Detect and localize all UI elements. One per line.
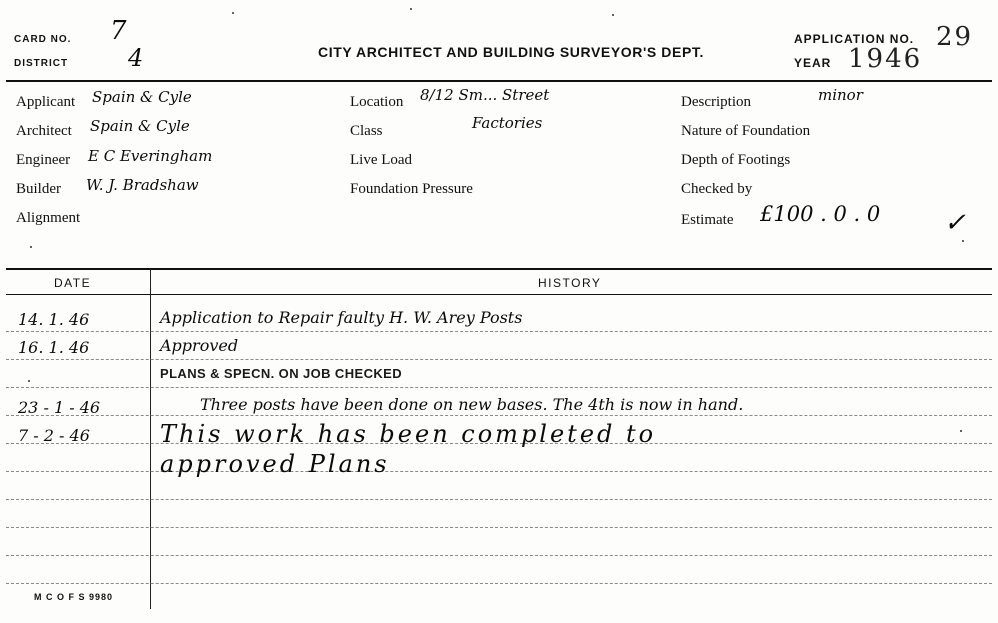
architect-value: Spain & Cyle [90,117,190,135]
description-value: minor [818,86,863,104]
ink-speck [962,240,964,242]
builder-value: W. J. Bradshaw [86,176,199,194]
history-column-header: HISTORY [538,276,602,290]
application-no-label: APPLICATION NO. [794,32,915,46]
alignment-label: Alignment [16,210,81,226]
foundation-pressure-label: Foundation Pressure [350,181,473,197]
estimate-value: £100 . 0 . 0 [760,202,881,226]
form-code: M C O F S 9980 [34,592,114,602]
description-label: Description [681,94,751,110]
history-entry: approved Plans [160,450,390,478]
engineer-value: E C Everingham [88,147,213,165]
card-no-value: 7 [110,16,127,46]
header-divider [6,80,992,82]
depth-footings-label: Depth of Footings [681,152,791,168]
ruled-line [6,415,992,416]
card-no-label: CARD NO. [14,34,72,45]
district-value: 4 [128,44,144,72]
date-column-divider [150,269,151,609]
ink-speck [410,8,412,10]
applicant-label: Applicant [16,94,76,110]
district-label: DISTRICT [14,58,69,69]
history-header-rule [6,294,992,295]
ruled-line [6,583,992,584]
history-date: 7 - 2 - 46 [18,426,90,445]
builder-label: Builder [16,181,61,197]
applicant-value: Spain & Cyle [92,88,192,106]
ink-speck [612,14,614,16]
location-value: 8/12 Sm... Street [420,86,550,104]
history-date: 14. 1. 46 [18,310,90,329]
ruled-line [6,387,992,388]
application-no-value: 29 [936,22,974,52]
dept-title: CITY ARCHITECT AND BUILDING SURVEYOR'S DEPT. [318,44,704,60]
year-value: 1946 [848,44,923,74]
architect-label: Architect [16,123,72,139]
ruled-line [6,471,992,472]
engineer-label: Engineer [16,152,71,168]
date-column-header: DATE [54,276,92,290]
history-top-rule [6,268,992,270]
location-label: Location [350,94,404,110]
ruled-line [6,331,992,332]
history-date: 23 - 1 - 46 [18,398,101,417]
ink-speck [232,12,234,14]
checked-by-label: Checked by [681,181,753,197]
ruled-line [6,555,992,556]
history-stamp: PLANS & SPECN. ON JOB CHECKED [160,366,403,381]
estimate-label: Estimate [681,212,734,228]
history-entry: Approved [160,336,239,355]
history-date: 16. 1. 46 [18,338,90,357]
class-value: Factories [472,114,543,132]
history-entry: This work has been completed to [160,420,657,448]
ink-speck [28,380,30,382]
ink-speck [960,430,962,432]
ruled-line [6,499,992,500]
estimate-check-mark: ✓ [944,208,966,238]
ink-speck [30,246,32,248]
history-entry: Application to Repair faulty H. W. Arey Posts [160,308,523,327]
history-entry: Three posts have been done on new bases. The 4th is now in hand. [200,395,744,414]
ruled-line [6,527,992,528]
year-label: YEAR [794,56,832,70]
ruled-line [6,359,992,360]
nature-foundation-label: Nature of Foundation [681,123,811,139]
class-label: Class [350,123,383,139]
live-load-label: Live Load [350,152,413,168]
